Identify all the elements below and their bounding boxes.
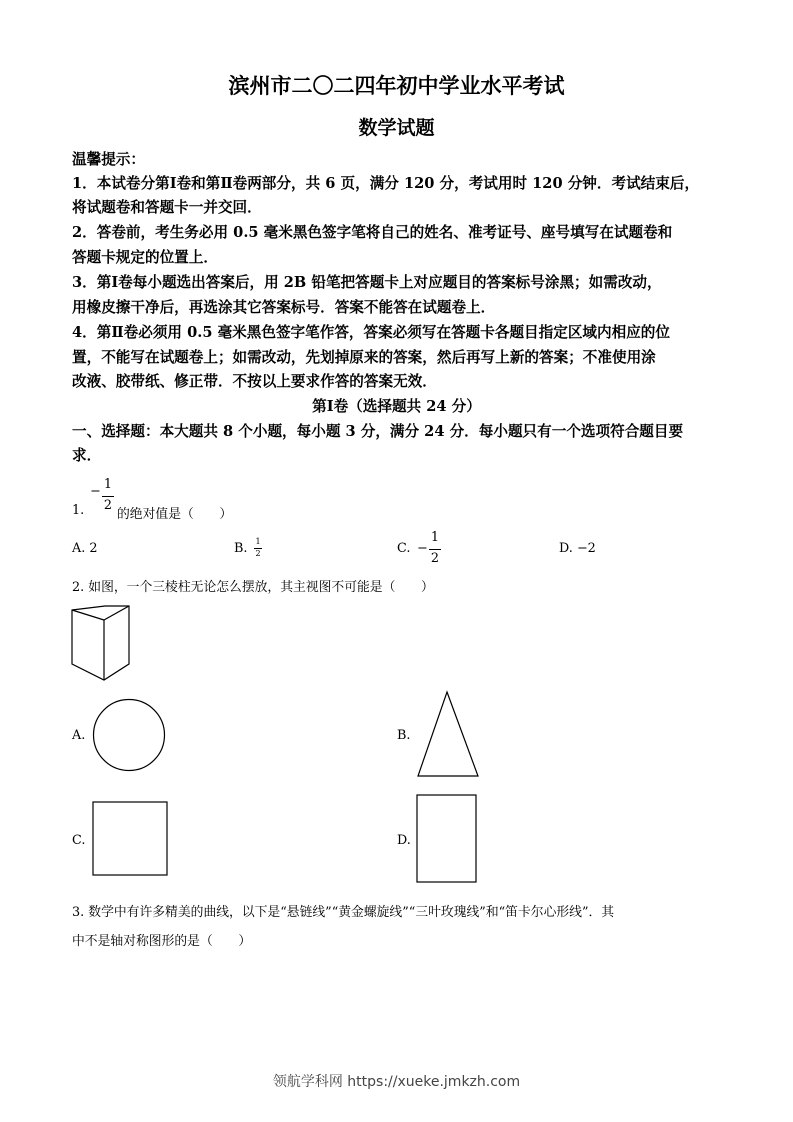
- q1-option-a: A. 2: [72, 541, 98, 556]
- circle-view-icon: [92, 698, 166, 772]
- q3-text-line1: 3. 数学中有许多精美的曲线，以下是“悬链线”“黄金螺旋线”“三叶玫瑰线”和“笛卡尔心形线”．其: [72, 905, 615, 920]
- triangle-view-icon: [416, 690, 480, 778]
- exam-title: 滨州市二〇二四年初中学业水平考试: [228, 73, 565, 98]
- notice-line: 1．本试卷分第Ⅰ卷和第Ⅱ卷两部分，共 6 页，满分 120 分，考试用时 120 分钟．考试结束后，: [72, 175, 700, 192]
- q3-text-line2: 中不是轴对称图形的是（ ）: [72, 934, 252, 949]
- q1-option-c-fraction: [429, 530, 441, 570]
- square-view-icon: [92, 801, 168, 877]
- q2-text: 2. 如图，一个三棱柱无论怎么摆放，其主视图不可能是（ ）: [72, 580, 434, 595]
- q1-text: 的绝对值是（ ）: [117, 507, 233, 522]
- q1-option-d: D. −2: [559, 541, 596, 556]
- q1-numerator: 1: [103, 477, 113, 492]
- notice-heading: 温馨提示：: [72, 151, 145, 168]
- notice-line: 将试题卷和答题卡一并交回．: [72, 199, 262, 216]
- rectangle-view-icon: [416, 794, 478, 884]
- q1-option-b-fraction: [254, 537, 262, 561]
- triangular-prism-figure: [70, 602, 132, 682]
- q1-option-c-minus: −: [417, 541, 428, 556]
- notice-line: 2．答卷前，考生务必用 0.5 毫米黑色签字笔将自己的姓名、准考证号、座号填写在试题卷和: [72, 224, 673, 241]
- section-instructions: 求．: [72, 447, 102, 464]
- fraction-bar: [429, 549, 441, 550]
- q1-fraction: [102, 477, 114, 517]
- exam-subtitle: 数学试题: [358, 117, 435, 139]
- q1-denominator: 2: [103, 498, 113, 513]
- q1-option-b-numerator: 1: [255, 537, 261, 546]
- q1-option-c-denominator: 2: [430, 551, 440, 566]
- footer-watermark: 领航学科网 https://xueke.jmkzh.com: [272, 1074, 521, 1090]
- section-instructions: 一、选择题：本大题共 8 个小题，每小题 3 分，满分 24 分．每小题只有一个选项符合题目要: [72, 423, 684, 440]
- notice-line: 3．第Ⅰ卷每小题选出答案后，用 2B 铅笔把答题卡上对应题目的答案标号涂黑；如需改动，: [72, 274, 662, 291]
- q1-option-c-label: C.: [397, 541, 411, 556]
- q1-minus: −: [90, 484, 101, 499]
- q2-option-a: A.: [72, 728, 86, 743]
- q2-option-c: C.: [72, 833, 86, 848]
- q2-option-b: B.: [397, 728, 411, 743]
- part1-heading: 第Ⅰ卷（选择题共 24 分）: [312, 398, 481, 415]
- notice-line: 答题卡规定的位置上．: [72, 249, 218, 266]
- q2-option-d: D.: [397, 833, 411, 848]
- q1-number: 1.: [72, 503, 85, 518]
- q1-option-b-denominator: 2: [255, 549, 261, 558]
- notice-line: 改液、胶带纸、修正带．不按以上要求作答的答案无效．: [72, 373, 437, 390]
- fraction-bar: [102, 496, 114, 497]
- notice-line: 用橡皮擦干净后，再选涂其它答案标号．答案不能答在试题卷上．: [72, 299, 496, 316]
- q1-option-c-numerator: 1: [430, 530, 440, 545]
- notice-line: 4．第Ⅱ卷必须用 0.5 毫米黑色签字笔作答，答案必须写在答题卡各题目指定区域内相应的位: [72, 324, 670, 341]
- q1-option-b-label: B.: [234, 541, 248, 556]
- notice-line: 置，不能写在试题卷上；如需改动，先划掉原来的答案，然后再写上新的答案；不准使用涂: [72, 349, 656, 366]
